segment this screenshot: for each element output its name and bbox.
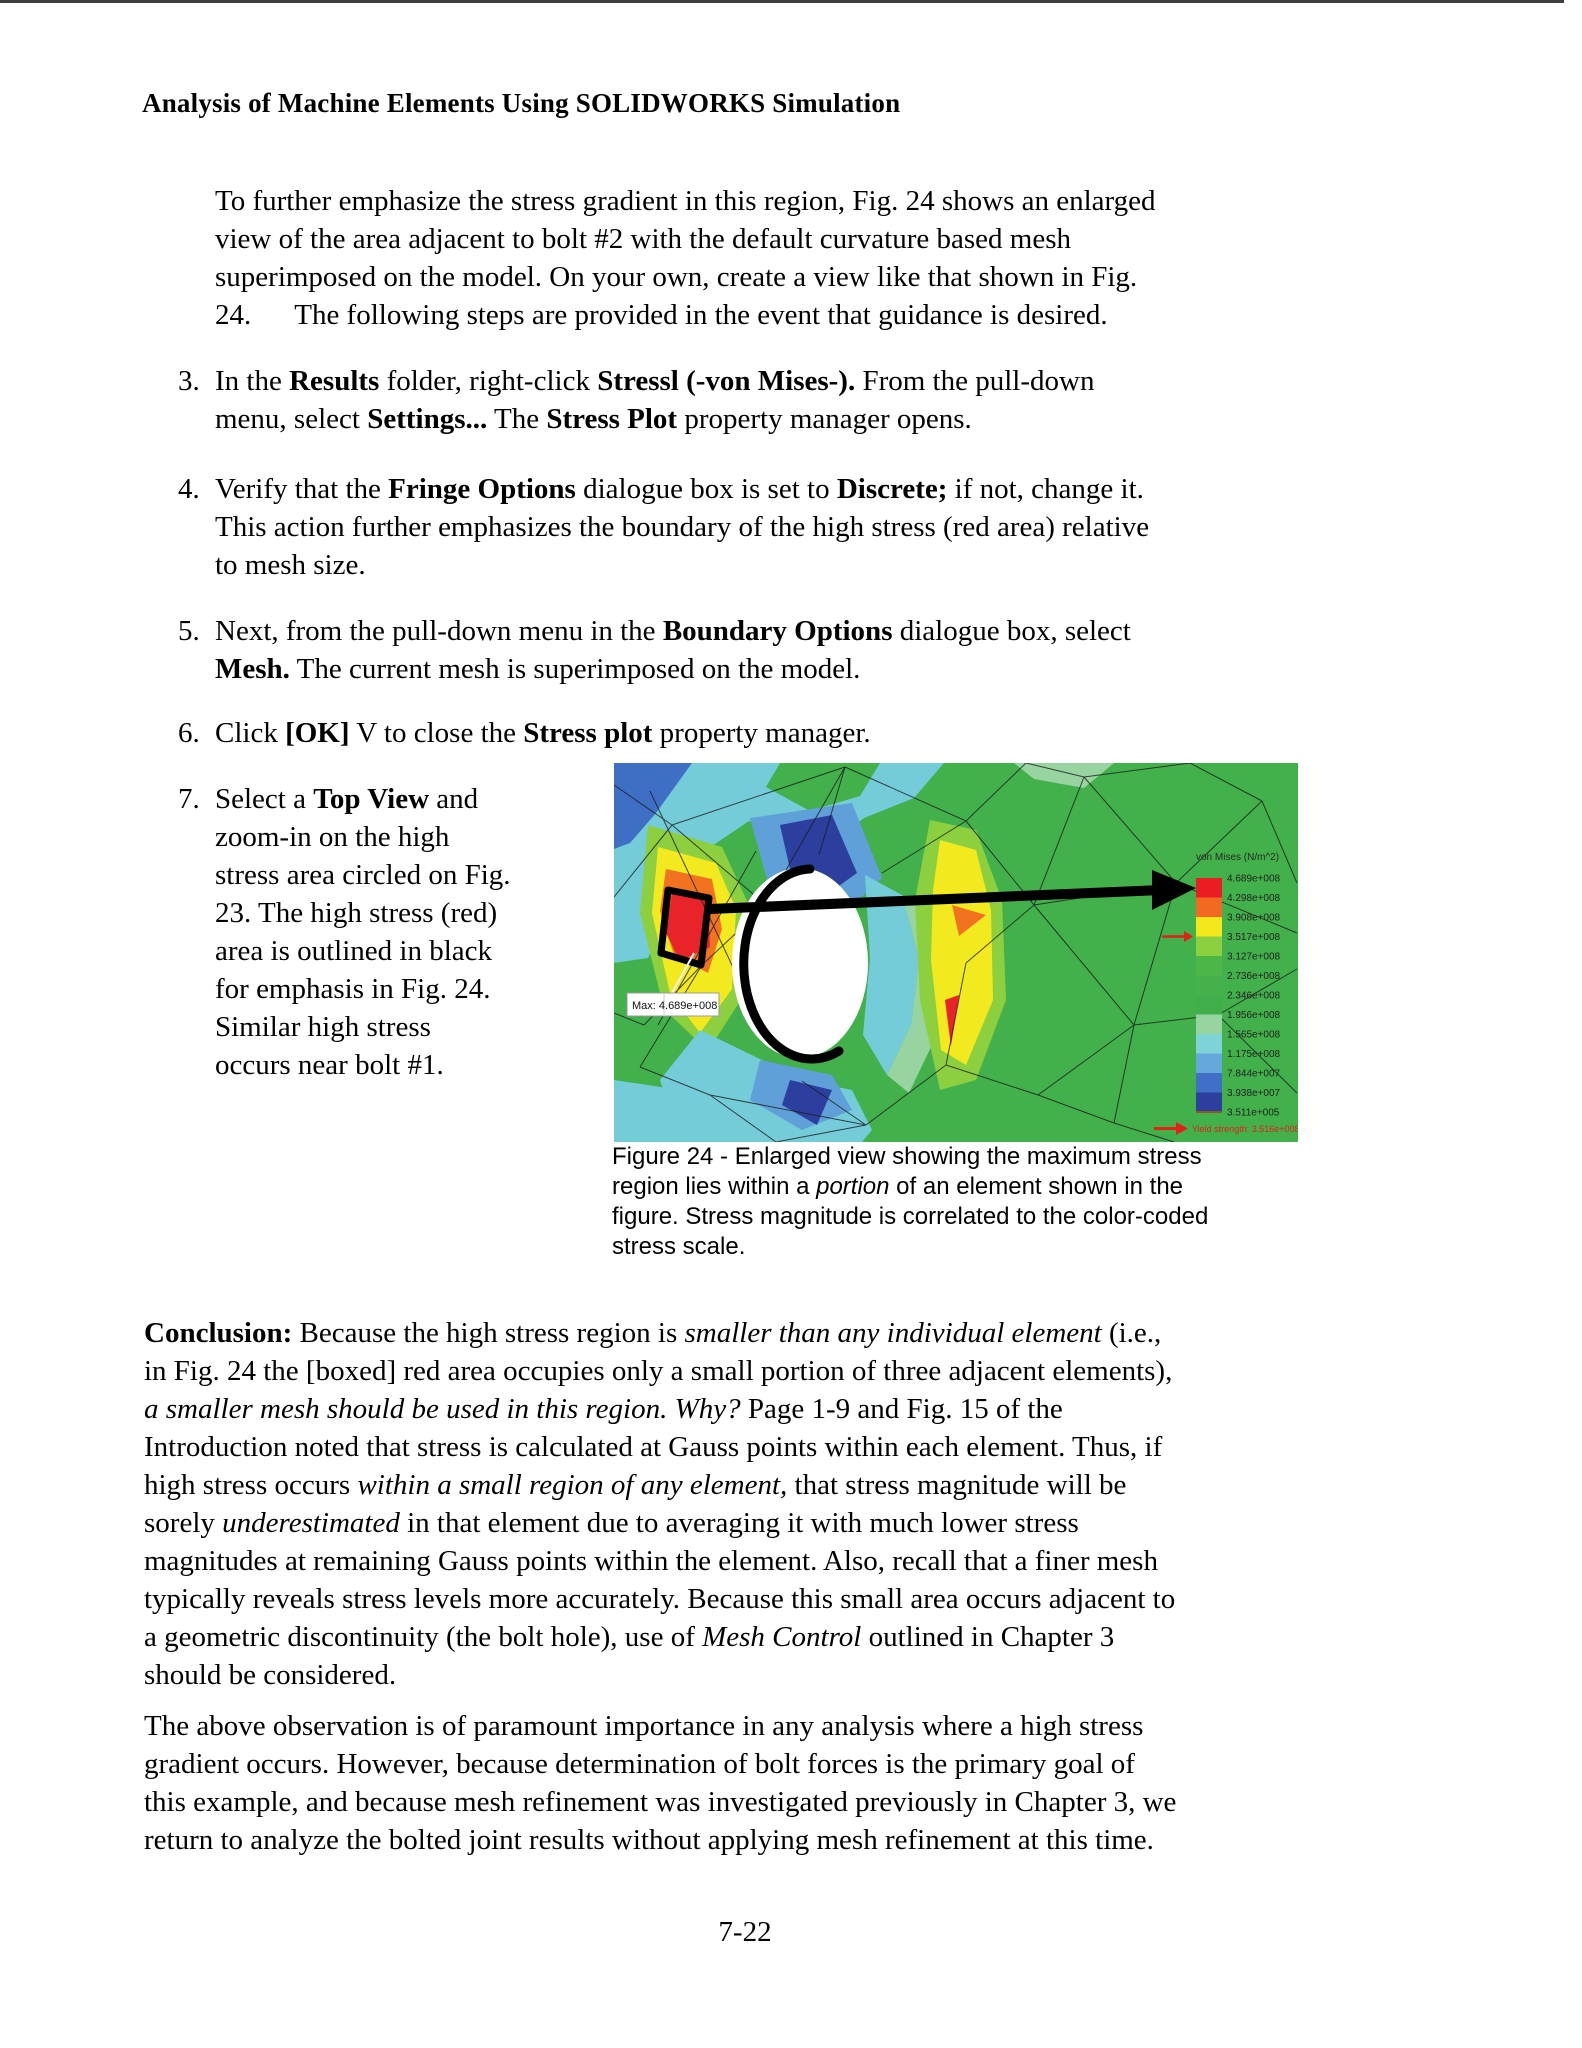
- step-4-text: Verify that the Fringe Options dialogue box is set to Discrete; if not, change it. This action further emphasizes the boundary of the high stress (red area) relative to mesh size.: [215, 473, 1150, 581]
- legend-value: 3.938e+007: [1227, 1088, 1281, 1099]
- legend-band: [1196, 995, 1222, 1015]
- step-7-text: Select a Top View and zoom-in on the high stress area circled on Fig. 23. The high stress (red) area is outlined in black for emphasis in Fig. 24. Similar high stress occurs near bolt #1.: [215, 783, 511, 1081]
- legend-band: [1196, 937, 1222, 957]
- figure-caption: Figure 24 - Enlarged view showing the maximum stress region lies within a portion of an element shown in the figure. Stress magnitude is correlated to the color-coded stress scale.: [612, 1143, 1209, 1260]
- step-7-number: 7.: [178, 783, 200, 815]
- legend-value: 1.565e+008: [1227, 1029, 1281, 1041]
- legend-band: [1196, 1093, 1222, 1113]
- legend-band: [1196, 1073, 1222, 1093]
- step-6-number: 6.: [178, 717, 200, 749]
- max-value-label: Max: 4.689e+008: [632, 1000, 718, 1012]
- legend-band: [1196, 1054, 1222, 1074]
- legend-band: [1196, 898, 1222, 918]
- legend-band: [1196, 878, 1222, 898]
- figure-24-stress-plot: [614, 763, 1298, 1142]
- legend-value: 2.346e+008: [1227, 990, 1281, 1002]
- scan-artifact-top-edge: [0, 0, 1564, 3]
- legend-value: 3.517e+008: [1227, 932, 1281, 943]
- legend-value: 3.908e+008: [1227, 912, 1281, 924]
- legend-value: 7.844e+007: [1227, 1068, 1281, 1080]
- bolt-hole: [732, 868, 868, 1058]
- step-5-number: 5.: [178, 615, 200, 647]
- closing-paragraph: The above observation is of paramount importance in any analysis where a high stress gradient occurs. However, because determination of bolt forces is the primary goal of this example, and because mesh refinement was investigated previously in Chapter 3, we return to analyze the bolted joint results without applying mesh refinement at this time.: [144, 1710, 1177, 1856]
- step-3-text: In the Results folder, right-click Stressl (-von Mises-). From the pull-down menu, select Settings... The Stress Plot property manager opens.: [215, 365, 1095, 435]
- legend-value: 1.956e+008: [1227, 1010, 1281, 1021]
- yield-strength-label: Yield strength: 3.516e+008: [1192, 1124, 1298, 1134]
- legend-value: 1.175e+008: [1227, 1049, 1281, 1060]
- legend-band: [1196, 976, 1222, 996]
- legend-value: 4.298e+008: [1227, 893, 1281, 904]
- max-value-callout: [627, 993, 719, 1016]
- legend-band: [1196, 1034, 1222, 1054]
- step-5-text: Next, from the pull-down menu in the Boundary Options dialogue box, select Mesh. The current mesh is superimposed on the model.: [215, 615, 1131, 685]
- step-4-number: 4.: [178, 473, 200, 505]
- running-header: Analysis of Machine Elements Using SOLIDWORKS Simulation: [142, 88, 901, 118]
- legend-value: 3.511e+005: [1227, 1107, 1280, 1119]
- step-3-number: 3.: [178, 365, 200, 397]
- stress-plot-canvas: [614, 763, 1298, 1142]
- step-6-text: Click [OK] V to close the Stress plot property manager.: [215, 717, 871, 749]
- legend-band: [1196, 917, 1222, 937]
- intro-paragraph: To further emphasize the stress gradient in this region, Fig. 24 shows an enlarged view of the area adjacent to bolt #2 with the default curvature based mesh superimposed on the model. On your own, create a view like that shown in Fig. 24. The following steps are provided in the event that guidance is desired.: [215, 185, 1156, 331]
- legend-value: 4.689e+008: [1227, 873, 1281, 885]
- legend-value: 3.127e+008: [1227, 951, 1281, 963]
- legend-value: 2.736e+008: [1227, 971, 1281, 982]
- conclusion-paragraph: Conclusion: Because the high stress region is smaller than any individual element (i.e., in Fig. 24 the [boxed] red area occupies only a small portion of three adjacent elements), a smaller mesh should be used in this region. Why? Page 1-9 and Fig. 15 of the Introduction noted that stress is calculated at Gauss points within each element. Thus, if high stress occurs within a small region of any element, that stress magnitude will be sorely underestimated in that element due to averaging it with much lower stress magnitudes at remaining Gauss points within the element. Also, recall that a finer mesh typically reveals stress levels more accurately. Because this small area occurs adjacent to a geometric discontinuity (the bolt hole), use of Mesh Control outlined in Chapter 3 should be considered.: [144, 1317, 1176, 1691]
- legend-title: von Mises (N/m^2): [1196, 852, 1280, 863]
- legend-band: [1196, 956, 1222, 976]
- page-number: 7-22: [718, 1916, 772, 1948]
- legend-band: [1196, 1015, 1222, 1035]
